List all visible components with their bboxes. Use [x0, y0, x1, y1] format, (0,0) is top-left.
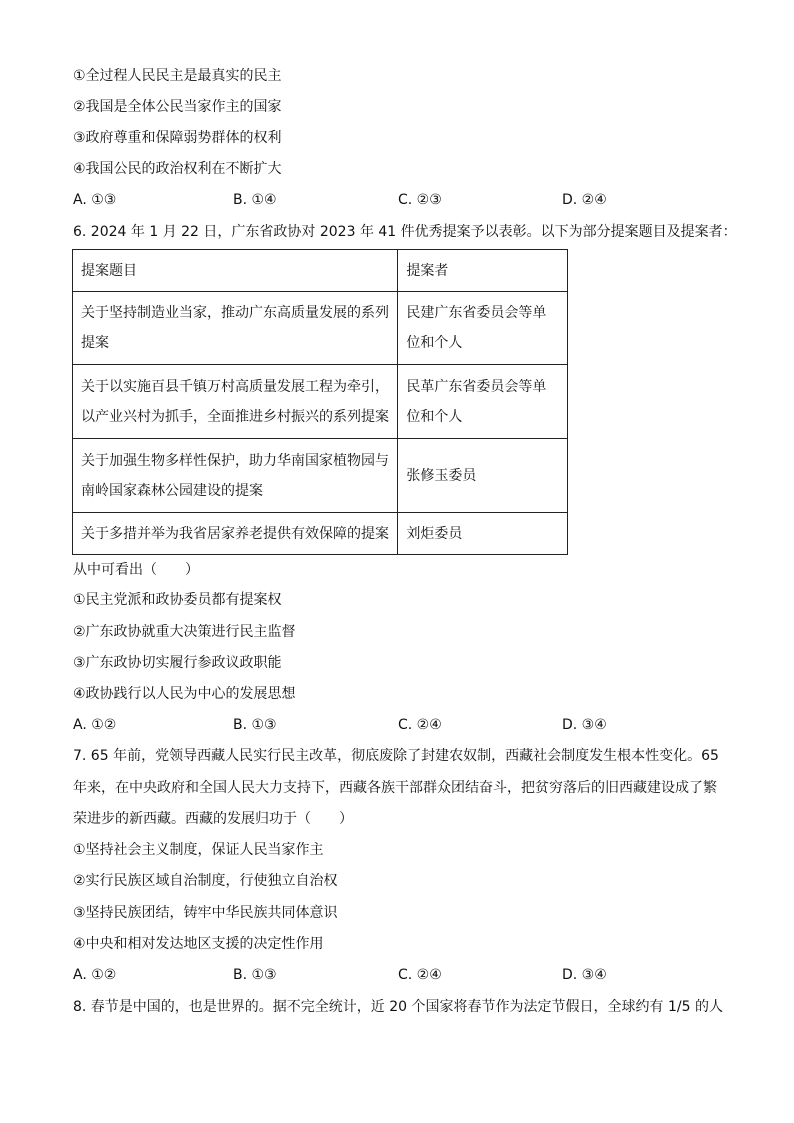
- q6-option-b: B. ①③: [233, 717, 277, 733]
- q5-option-a: A. ①③: [73, 192, 117, 208]
- q5-option-d: D. ②④: [562, 192, 607, 208]
- q6-option-c: C. ②④: [398, 717, 442, 733]
- table-header-title: 提案题目: [73, 250, 398, 292]
- q7-item-1: ①坚持社会主义制度，保证人民当家作主: [73, 842, 324, 858]
- q7-stem-line-3: 荣进步的新西藏。西藏的发展归功于（ ）: [73, 811, 353, 827]
- q6-options: [73, 715, 713, 735]
- table-header-proposer: 提案者: [398, 250, 568, 292]
- q5-option-b: B. ①④: [233, 192, 277, 208]
- q6-stem: 6. 2024 年 1 月 22 日，广东省政协对 2023 年 41 件优秀提案予以表彰。以下为部分提案题目及提案者：: [73, 224, 737, 240]
- q7-option-c: C. ②④: [398, 967, 442, 983]
- proposal-table: [72, 249, 568, 555]
- q6-item-1: ①民主党派和政协委员都有提案权: [73, 592, 282, 608]
- q5-item-1: ①全过程人民民主是最真实的民主: [73, 68, 282, 84]
- q6-item-2: ②广东政协就重大决策进行民主监督: [73, 624, 296, 640]
- q5-option-c: C. ②③: [398, 192, 442, 208]
- q6-prompt: 从中可看出（ ）: [73, 562, 199, 578]
- q6-item-3: ③广东政协切实履行参政议政职能: [73, 655, 282, 671]
- q7-option-d: D. ③④: [562, 967, 607, 983]
- q7-item-4: ④中央和相对发达地区支援的决定性作用: [73, 936, 324, 952]
- table-cell-proposer: 刘炬委员: [398, 513, 568, 555]
- table-row: [73, 439, 568, 513]
- q5-item-2: ②我国是全体公民当家作主的国家: [73, 99, 282, 115]
- table-cell-title: 关于多措并举为我省居家养老提供有效保障的提案: [73, 513, 398, 555]
- q6-item-4: ④政协践行以人民为中心的发展思想: [73, 686, 296, 702]
- q7-option-a: A. ①②: [73, 967, 117, 983]
- q5-options: [73, 190, 713, 210]
- q6-option-d: D. ③④: [562, 717, 607, 733]
- table-cell-title: 关于以实施百县千镇万村高质量发展工程为牵引，以产业兴村为抓手，全面推进乡村振兴的系列提案: [73, 365, 398, 439]
- table-cell-proposer: 张修玉委员: [398, 439, 568, 513]
- q7-options: [73, 965, 713, 985]
- table-cell-title: 关于加强生物多样性保护，助力华南国家植物园与南岭国家森林公园建设的提案: [73, 439, 398, 513]
- q7-stem-line-2: 年来，在中央政府和全国人民大力支持下，西藏各族干部群众团结奋斗，把贫穷落后的旧西藏建设成了繁: [73, 780, 717, 796]
- q7-item-3: ③坚持民族团结，铸牢中华民族共同体意识: [73, 905, 338, 921]
- table-cell-proposer: 民建广东省委员会等单位和个人: [398, 292, 568, 365]
- q5-item-3: ③政府尊重和保障弱势群体的权利: [73, 130, 282, 146]
- q8-stem-line-1: 8. 春节是中国的，也是世界的。据不完全统计，近 20 个国家将春节作为法定节假日，全球约有 1/5 的人: [73, 999, 723, 1015]
- table-cell-title: 关于坚持制造业当家，推动广东高质量发展的系列提案: [73, 292, 398, 365]
- q7-stem-line-1: 7. 65 年前，党领导西藏人民实行民主改革，彻底废除了封建农奴制，西藏社会制度发生根本性变化。65: [73, 748, 719, 764]
- table-row: [73, 513, 568, 555]
- table-row: [73, 365, 568, 439]
- q5-item-4: ④我国公民的政治权利在不断扩大: [73, 161, 282, 177]
- table-header-row: [73, 250, 568, 292]
- table-cell-proposer: 民革广东省委员会等单位和个人: [398, 365, 568, 439]
- q7-item-2: ②实行民族区域自治制度，行使独立自治权: [73, 873, 338, 889]
- q6-option-a: A. ①②: [73, 717, 117, 733]
- table-row: [73, 292, 568, 365]
- q7-option-b: B. ①③: [233, 967, 277, 983]
